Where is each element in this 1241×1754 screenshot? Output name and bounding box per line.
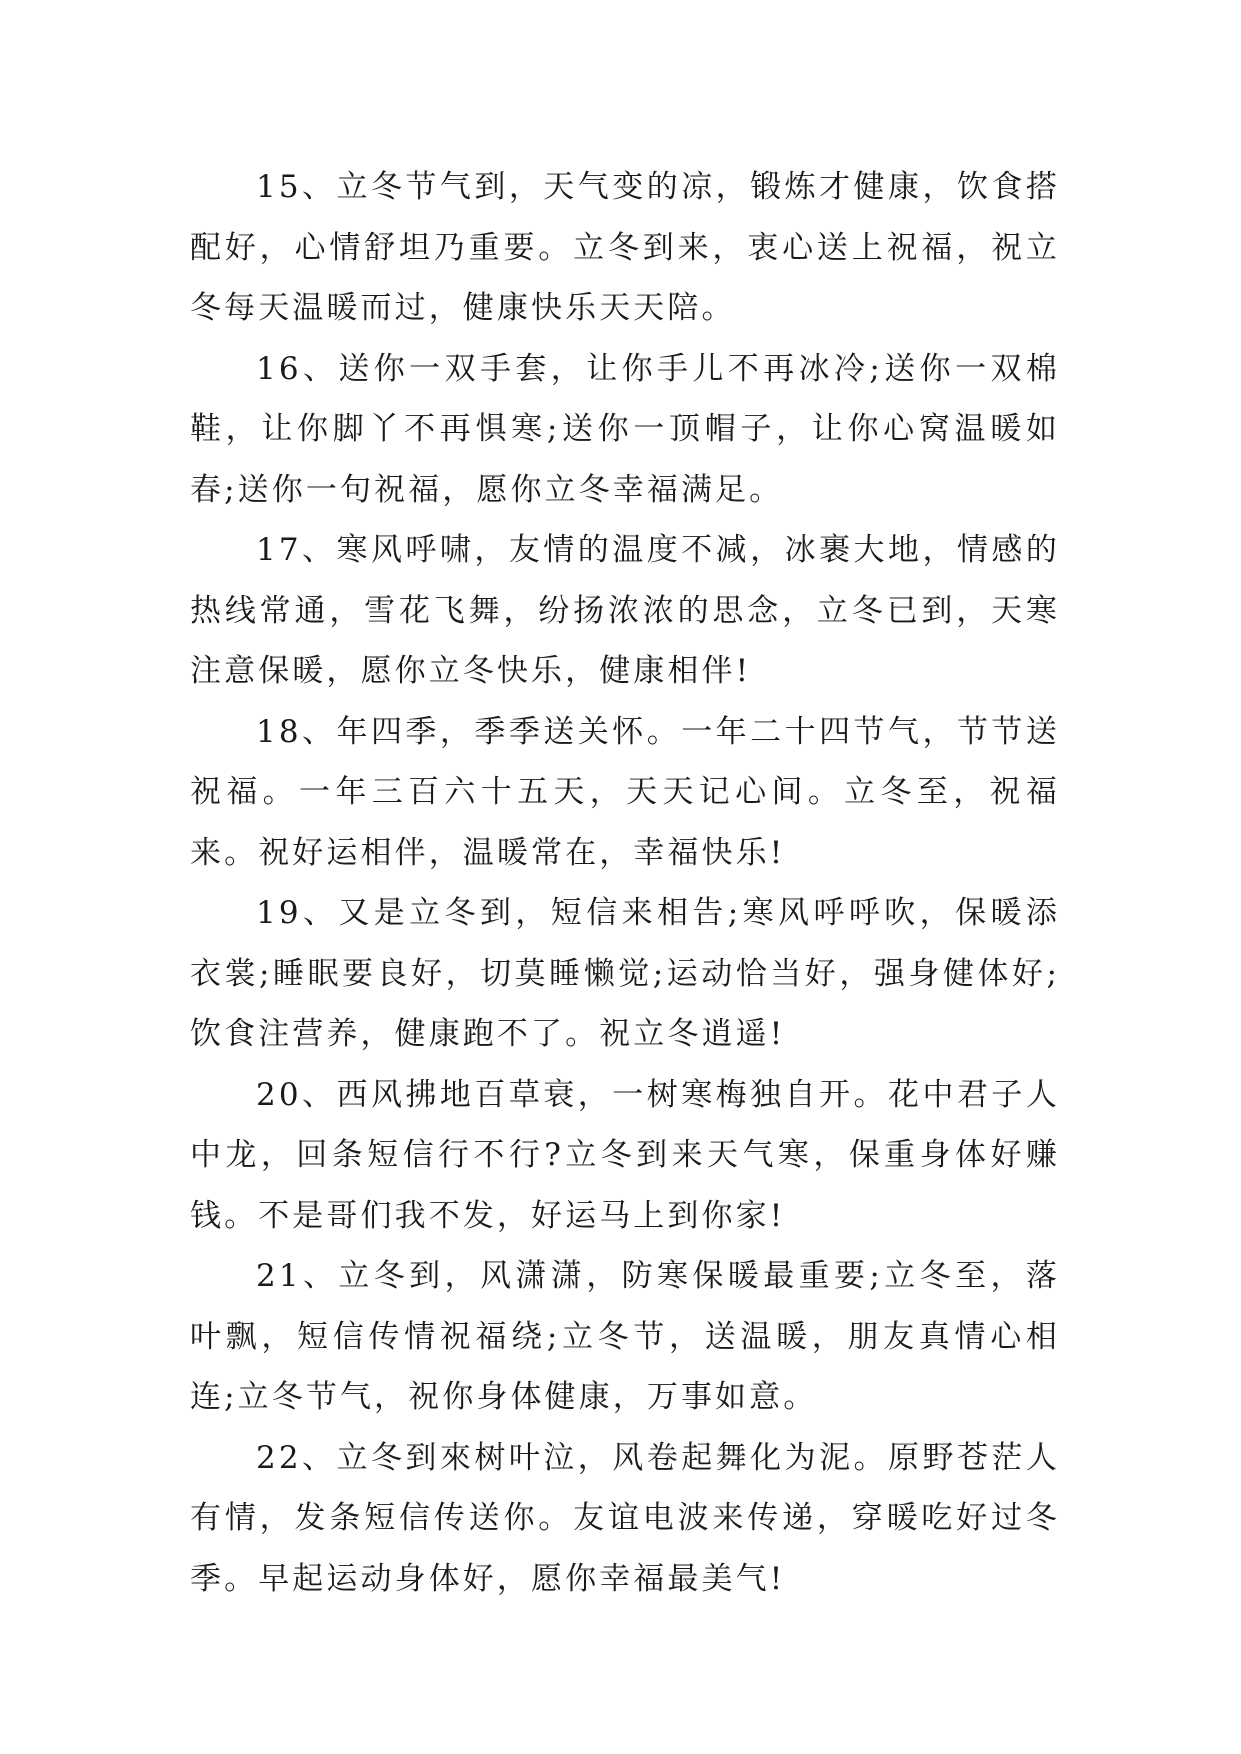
paragraph-20: 20、西风拂地百草衰，一树寒梅独自开。花中君子人中龙，回条短信行不行?立冬到来天气寒，保重身体好赚钱。不是哥们我不发，好运马上到你家!	[190, 1076, 1060, 1234]
paragraph-19: 19、又是立冬到，短信来相告;寒风呼呼吹，保暖添衣裳;睡眠要良好，切莫睡懒觉;运动恰当好，强身健体好;饮食注营养，健康跑不了。祝立冬逍遥!	[190, 895, 1060, 1052]
paragraph-22: 22、立冬到來树叶泣，风卷起舞化为泥。原野苍茫人有情，发条短信传送你。友谊电波来传递，穿暖吃好过冬季。早起运动身体好，愿你幸福最美气!	[190, 1439, 1060, 1597]
paragraph-21: 21、立冬到，风潇潇，防寒保暖最重要;立冬至，落叶飘，短信传情祝福绕;立冬节，送温暖，朋友真情心相连;立冬节气，祝你身体健康，万事如意。	[190, 1258, 1060, 1415]
paragraph-15: 15、立冬节气到，天气变的凉，锻炼才健康，饮食搭配好，心情舒坦乃重要。立冬到来，衷心送上祝福，祝立冬每天温暖而过，健康快乐天天陪。	[190, 169, 1060, 326]
paragraph-17: 17、寒风呼啸，友情的温度不减，冰裹大地，情感的热线常通，雪花飞舞，纷扬浓浓的思念，立冬已到，天寒注意保暖，愿你立冬快乐，健康相伴!	[190, 532, 1060, 689]
paragraph-18: 18、年四季，季季送关怀。一年二十四节气，节节送祝福。一年三百六十五天，天天记心间。立冬至，祝福来。祝好运相伴，温暖常在，幸福快乐!	[190, 713, 1060, 871]
document-body	[190, 157, 1060, 1609]
paragraph-16: 16、送你一双手套，让你手儿不再冰冷;送你一双棉鞋，让你脚丫不再惧寒;送你一顶帽子，让你心窝温暖如春;送你一句祝福，愿你立冬幸福满足。	[190, 350, 1060, 508]
